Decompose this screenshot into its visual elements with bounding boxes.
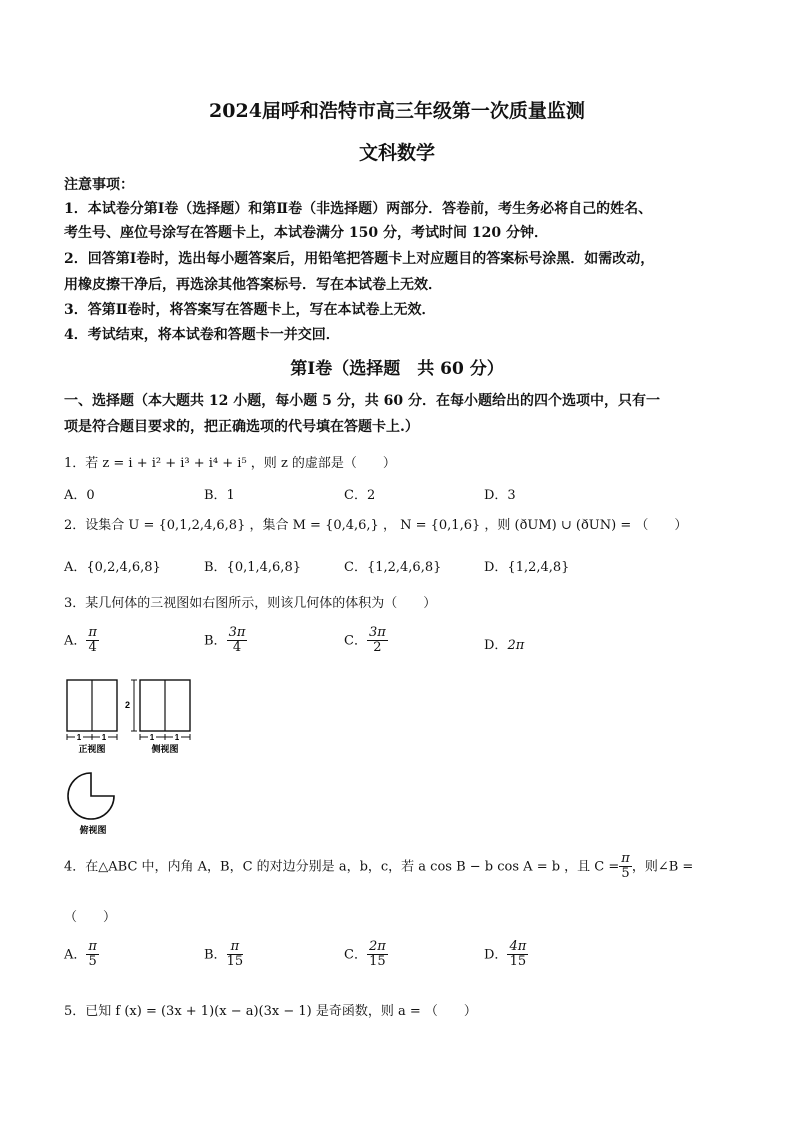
q4-option-a-frac (86, 940, 99, 970)
question-1-stem: 1．若 z = i + i² + i³ + i⁴ + i⁵ ，则 z 的虚部是（ ） (64, 456, 396, 471)
q3-option-b-label: B． (204, 633, 227, 649)
q2-option-d: D．{1,2,4,8} (484, 560, 570, 575)
q4-option-b-num: π (227, 940, 244, 955)
q4-stem-frac (619, 852, 632, 882)
subject-title: 文科数学 (358, 142, 435, 164)
note-line-1: 1．本试卷分第Ⅰ卷（选择题）和第Ⅱ卷（非选择题）两部分．答卷前，考生务必将自己的姓名、 (64, 201, 653, 217)
q2-option-c: C．{1,2,4,6,8} (344, 560, 442, 575)
q1-option-c: C．2 (344, 488, 376, 503)
section-intro-line-1: 一、选择题（本大题共 12 小题，每小题 5 分，共 60 分．在每小题给出的四个选项中，只有一 (64, 393, 660, 409)
q4-option-c-num: 2π (368, 939, 386, 954)
q3-option-c-label: C． (344, 633, 367, 649)
q3-option-b-num: 3π (228, 625, 246, 640)
question-5-stem: 5．已知 f (x) = (3x + 1)(x − a)(3x − 1) 是奇函数，则 a = （ ） (64, 1004, 477, 1019)
section-intro-line-2: 项是符合题目要求的，把正确选项的代号填在答题卡上.） (64, 419, 419, 435)
q2-option-b: B．{0,1,4,6,8} (204, 560, 301, 575)
q4-option-d (484, 940, 528, 970)
q4-option-a (64, 940, 99, 970)
q4-stem-den: 5 (621, 866, 630, 882)
top-view-label: 俯视图 (79, 825, 107, 835)
q3-option-d-value: 2π (507, 638, 525, 653)
q1-option-d: D．3 (484, 488, 516, 503)
q4-option-c-label: C． (344, 947, 367, 963)
front-dim-label-2: 1 (101, 733, 107, 742)
q3-option-c-frac (367, 626, 388, 656)
side-view-label: 侧视图 (151, 744, 179, 754)
q3-option-d-label: D． (484, 638, 508, 653)
question-2-stem: 2．设集合 U = {0,1,2,4,6,8} ，集合 M = {0,4,6,} ， N = {0,1,6} ，则 (ðUM) ∪ (ðUN) = （ ） (64, 518, 688, 533)
note-line-4: 用橡皮擦干净后，再选涂其他答案标号．写在本试卷上无效． (64, 277, 442, 293)
q3-option-b-frac (227, 626, 248, 656)
q4-option-b (204, 940, 243, 970)
q4-option-d-num: 4π (509, 939, 527, 954)
question-4-stem (64, 852, 693, 882)
q1-option-a: A．0 (64, 488, 95, 503)
q3-option-a-frac (86, 626, 99, 656)
q4-option-b-frac (227, 940, 244, 970)
front-dim-label-1: 1 (76, 733, 82, 742)
q4-option-b-label: B． (204, 947, 227, 963)
q3-option-a-num: π (88, 625, 97, 640)
height-dim-label: 2 (124, 700, 130, 710)
q3-option-d (484, 634, 524, 653)
note-line-3: 2．回答第Ⅰ卷时，选出每小题答案后，用铅笔把答题卡上对应题目的答案标号涂黑．如需改动， (64, 251, 655, 267)
notes-heading: 注意事项： (64, 177, 134, 193)
exam-title: 2024届呼和浩特市高三年级第一次质量监测 (209, 100, 585, 122)
q4-option-c-frac (367, 940, 388, 970)
q1-option-b: B．1 (204, 488, 235, 503)
q4-bracket: （ ） (64, 910, 117, 925)
q3-option-b (204, 626, 247, 656)
q4-option-a-num: π (88, 939, 97, 954)
q4-option-d-frac (507, 940, 528, 970)
note-line-2: 考生号、座位号涂写在答题卡上，本试卷满分 150 分，考试时间 120 分钟． (64, 225, 548, 241)
q4-option-a-den: 5 (88, 954, 97, 970)
q3-option-a (64, 626, 99, 656)
q3-option-a-den: 4 (88, 640, 97, 656)
q2-option-a: A．{0,2,4,6,8} (64, 560, 161, 575)
question-3-stem: 3．某几何体的三视图如右图所示，则该几何体的体积为（ ） (64, 596, 437, 611)
q4-option-d-label: D． (484, 947, 508, 963)
q4-option-c (344, 940, 388, 970)
q4-option-b-den: 15 (226, 954, 244, 970)
note-line-5: 3．答第Ⅱ卷时，将答案写在答题卡上，写在本试卷上无效． (64, 302, 436, 318)
three-view-figure (60, 676, 200, 838)
q3-option-c-num: 3π (368, 625, 386, 640)
front-view-label: 正视图 (78, 744, 106, 754)
side-dim-label-1: 1 (149, 733, 155, 742)
q4-option-a-label: A． (64, 947, 87, 963)
q3-option-a-label: A． (64, 633, 87, 649)
side-dim-label-2: 1 (174, 733, 180, 742)
q4-stem-num: π (621, 851, 630, 866)
note-line-6: 4．考试结束，将本试卷和答题卡一并交回． (64, 327, 340, 343)
q3-option-b-den: 4 (232, 640, 242, 656)
q4-option-c-den: 15 (369, 954, 386, 970)
section-title: 第Ⅰ卷（选择题 共 60 分） (290, 359, 504, 379)
top-view-shape (68, 773, 114, 819)
q4-stem-post: ，则∠B = (631, 859, 694, 875)
q3-option-c (344, 626, 388, 656)
q4-stem-pre: 4．在△ABC 中，内角 A，B，C 的对边分别是 a，b，c，若 a cos B − b cos A = b ，且 C = (64, 859, 620, 875)
q3-option-c-den: 2 (373, 640, 382, 656)
q4-option-d-den: 15 (509, 954, 527, 970)
